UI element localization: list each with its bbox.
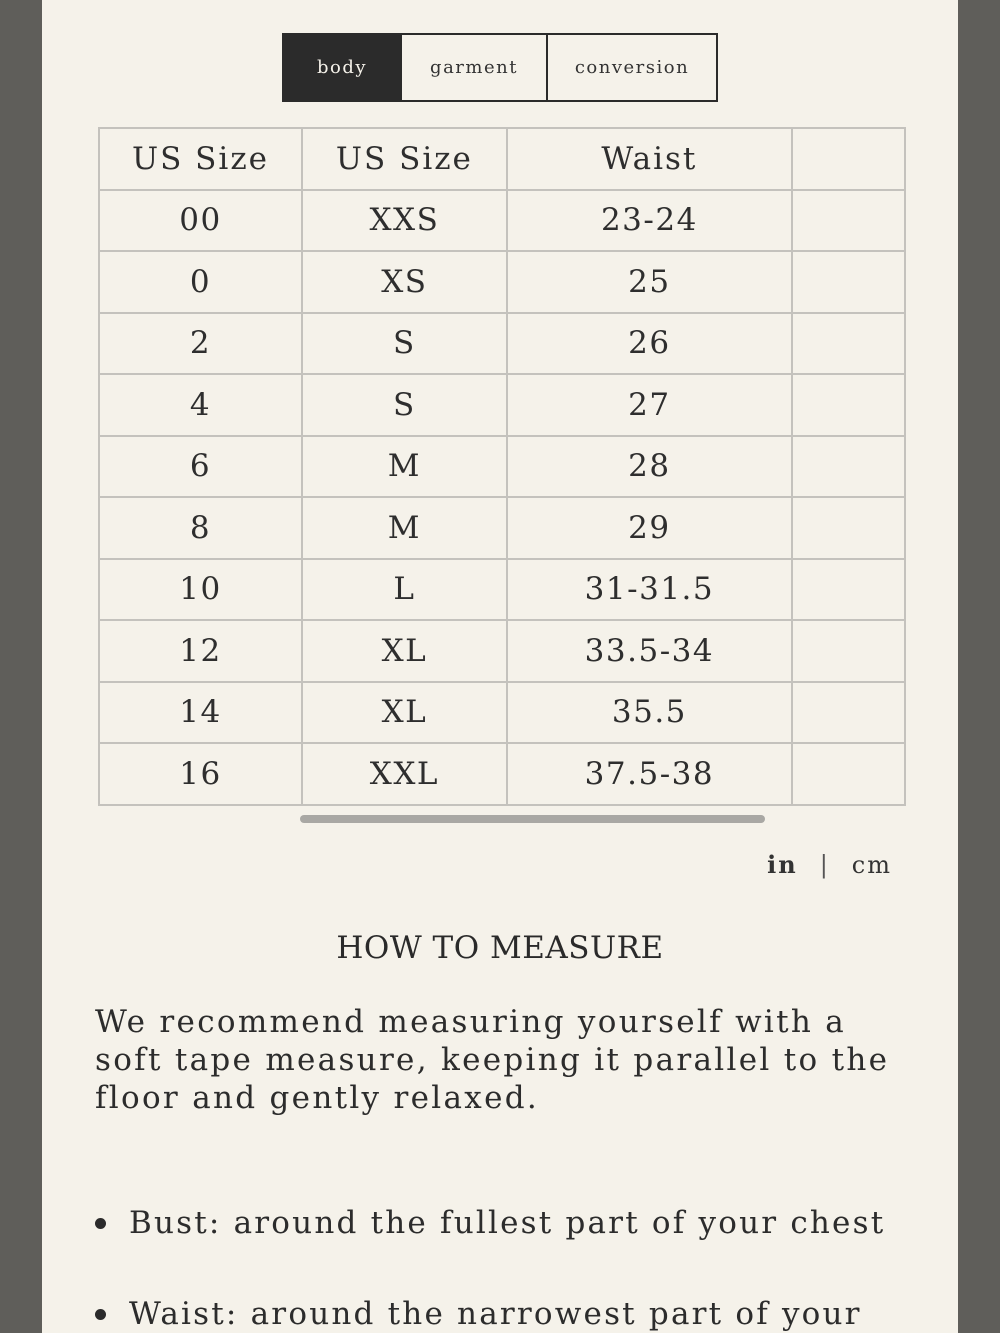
header-us-size-letter: US Size	[302, 128, 507, 190]
unit-toggle	[767, 850, 892, 879]
tab-conversion[interactable]: conversion	[546, 35, 716, 100]
list-item	[95, 1203, 915, 1243]
header-next-column	[792, 128, 905, 190]
cell-next	[792, 436, 905, 498]
list-item	[95, 1294, 915, 1333]
cell-letter-size: XL	[302, 620, 507, 682]
measurement-tabs	[282, 33, 718, 102]
unit-in-option[interactable]: in	[767, 850, 798, 879]
cell-waist: 35.5	[507, 682, 792, 744]
bullet-text: Waist: around the narrowest part of your	[129, 1296, 862, 1332]
table-row	[99, 620, 905, 682]
unit-separator: |	[819, 850, 830, 879]
table-horizontal-scrollbar[interactable]	[300, 815, 765, 823]
cell-letter-size: S	[302, 374, 507, 436]
size-table-scroll-area[interactable]	[98, 127, 906, 827]
cell-next	[792, 190, 905, 252]
cell-us-size: 4	[99, 374, 302, 436]
cell-next	[792, 620, 905, 682]
cell-waist: 33.5-34	[507, 620, 792, 682]
cell-next	[792, 374, 905, 436]
cell-waist: 28	[507, 436, 792, 498]
cell-letter-size: XS	[302, 251, 507, 313]
table-row	[99, 374, 905, 436]
cell-next	[792, 251, 905, 313]
bullet-icon	[95, 1309, 106, 1320]
cell-next	[792, 497, 905, 559]
cell-letter-size: XXS	[302, 190, 507, 252]
cell-us-size: 2	[99, 313, 302, 375]
table-row	[99, 251, 905, 313]
measurement-instructions-list	[95, 1203, 915, 1333]
table-row	[99, 190, 905, 252]
tab-garment[interactable]: garment	[400, 35, 546, 100]
table-row	[99, 436, 905, 498]
cell-us-size: 12	[99, 620, 302, 682]
table-header-row	[99, 128, 905, 190]
how-to-measure-intro: We recommend measuring yourself with a soft tape measure, keeping it parallel to the floor and gently relaxed.	[95, 1004, 890, 1116]
cell-us-size: 0	[99, 251, 302, 313]
cell-us-size: 6	[99, 436, 302, 498]
cell-next	[792, 559, 905, 621]
cell-us-size: 8	[99, 497, 302, 559]
cell-letter-size: S	[302, 313, 507, 375]
size-table	[98, 127, 906, 806]
size-guide-panel	[42, 0, 958, 1333]
cell-waist: 25	[507, 251, 792, 313]
tab-body[interactable]: body	[284, 35, 400, 100]
header-waist: Waist	[507, 128, 792, 190]
cell-us-size: 00	[99, 190, 302, 252]
cell-us-size: 10	[99, 559, 302, 621]
cell-letter-size: L	[302, 559, 507, 621]
cell-letter-size: XXL	[302, 743, 507, 805]
cell-waist: 23-24	[507, 190, 792, 252]
cell-letter-size: M	[302, 436, 507, 498]
table-row	[99, 559, 905, 621]
cell-waist: 27	[507, 374, 792, 436]
cell-waist: 37.5-38	[507, 743, 792, 805]
table-row	[99, 682, 905, 744]
cell-waist: 31-31.5	[507, 559, 792, 621]
cell-next	[792, 682, 905, 744]
cell-next	[792, 743, 905, 805]
cell-us-size: 14	[99, 682, 302, 744]
header-us-size-numeric: US Size	[99, 128, 302, 190]
cell-next	[792, 313, 905, 375]
bullet-text: Bust: around the fullest part of your chest	[129, 1205, 886, 1241]
table-row	[99, 497, 905, 559]
bullet-icon	[95, 1218, 106, 1229]
table-row	[99, 743, 905, 805]
cell-letter-size: XL	[302, 682, 507, 744]
cell-waist: 26	[507, 313, 792, 375]
cell-waist: 29	[507, 497, 792, 559]
cell-us-size: 16	[99, 743, 302, 805]
cell-letter-size: M	[302, 497, 507, 559]
how-to-measure-heading: HOW TO MEASURE	[336, 930, 664, 966]
table-row	[99, 313, 905, 375]
unit-cm-option[interactable]: cm	[851, 850, 892, 879]
